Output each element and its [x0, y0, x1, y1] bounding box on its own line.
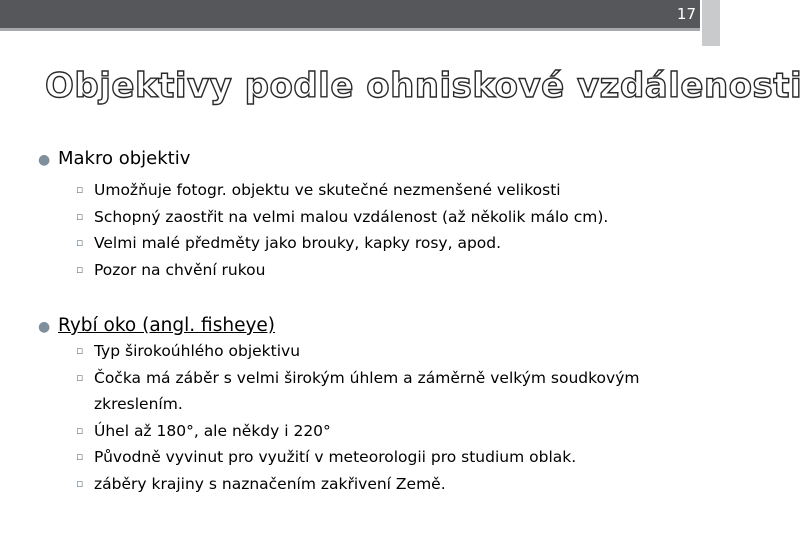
- section-heading: Rybí oko (angl. fisheye): [58, 315, 275, 336]
- list-item-text: Pozor na chvění rukou: [94, 260, 266, 279]
- list-item: [76, 257, 656, 284]
- list-item: [76, 230, 656, 257]
- sub-list: [38, 338, 656, 497]
- slide-number: 17: [676, 5, 696, 23]
- list-item-text: Velmi malé předměty jako brouky, kapky rosy, apod.: [94, 234, 502, 252]
- bullet-dot-icon: ●: [38, 152, 51, 168]
- list-item-text: Původně vyvinut pro využití v meteorologii pro studium oblak.: [94, 448, 577, 466]
- corner-accent: [702, 0, 720, 46]
- list-item: [76, 444, 656, 471]
- list-item: [76, 204, 656, 231]
- list-item-text: záběry krajiny s naznačením zakřivení Země.: [94, 474, 446, 493]
- list-item-text: Umožňuje fotogr. objektu ve skutečné nezmenšené velikosti: [94, 181, 561, 199]
- square-bullet-icon: ▫: [76, 370, 84, 384]
- list-item-text: Schopný zaostřit na velmi malou vzdálenost (až několik málo cm).: [94, 207, 609, 226]
- bullet-level1: [38, 148, 656, 169]
- list-item: [76, 177, 656, 204]
- square-bullet-icon: ▫: [76, 344, 84, 357]
- sub-list: [38, 177, 656, 283]
- list-item-text: Čočka má záběr s velmi širokým úhlem a záměrně velkým soudkovým zkreslením.: [94, 368, 640, 413]
- section-makro: [38, 148, 656, 283]
- header-bar: [0, 0, 700, 28]
- section-fisheye: [38, 315, 656, 497]
- square-bullet-icon: ▫: [76, 183, 84, 196]
- square-bullet-icon: ▫: [76, 236, 84, 249]
- bullet-dot-icon: ●: [38, 319, 51, 335]
- square-bullet-icon: ▫: [76, 476, 84, 490]
- section-heading: Makro objektiv: [58, 148, 191, 169]
- square-bullet-icon: ▫: [76, 450, 84, 463]
- list-item: [76, 418, 656, 445]
- square-bullet-icon: ▫: [76, 423, 84, 437]
- list-item-text: Typ širokoúhlého objektivu: [94, 342, 301, 360]
- header-accent-line: [0, 28, 700, 31]
- list-item: [76, 365, 656, 418]
- square-bullet-icon: ▫: [76, 262, 84, 276]
- list-item: [76, 471, 656, 498]
- list-item: [76, 338, 656, 365]
- square-bullet-icon: ▫: [76, 209, 84, 223]
- list-item-text: Úhel až 180°, ale někdy i 220°: [94, 421, 331, 440]
- slide-title: Objektivy podle ohniskové vzdálenosti: [45, 66, 802, 106]
- bullet-level1: [38, 315, 656, 336]
